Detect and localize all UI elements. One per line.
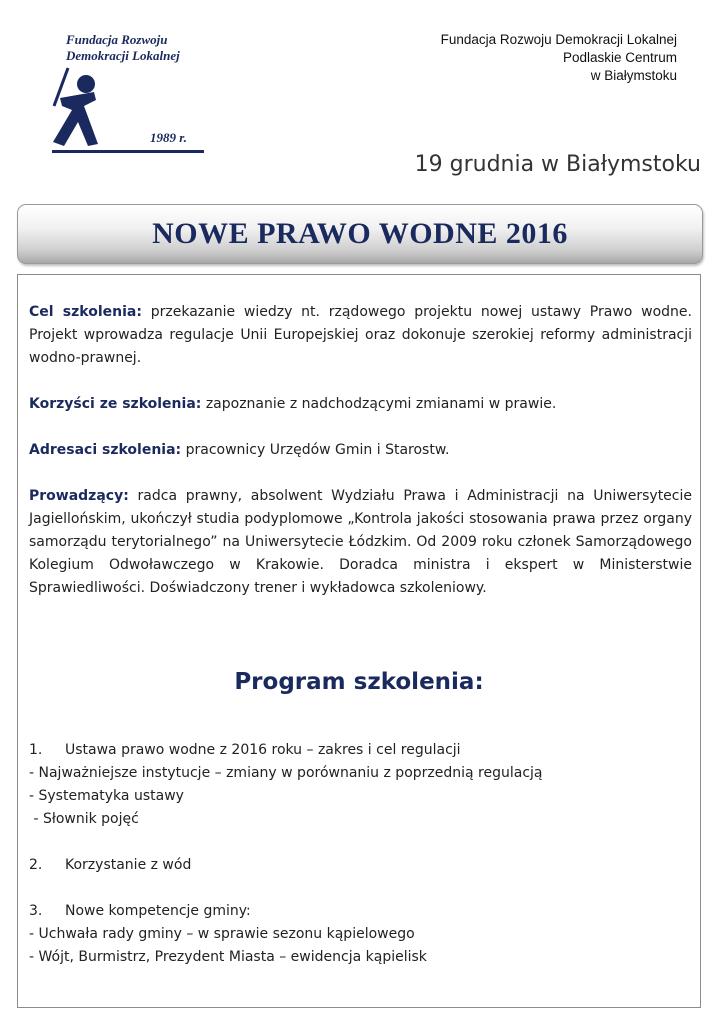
org-name: Fundacja Rozwoju Demokracji Lokalnej [440, 32, 677, 47]
section-text: przekazanie wiedzy nt. rządowego projektu nowej ustawy Prawo wodne. Projekt wprowadza regulacje Unii Europejskiej oraz dokonuje szerokiej reformy administracji wodno-prawnej. [29, 304, 692, 366]
logo-line-1: Fundacja Rozwoju [66, 32, 168, 47]
document-title: NOWE PRAWO WODNE 2016 [152, 217, 568, 250]
item-number: 1. [29, 742, 43, 758]
item-number: 2. [29, 857, 43, 873]
logo-year: 1989 r. [150, 130, 187, 145]
section-text: radca prawny, absolwent Wydziału Prawa i Administracji na Uniwersytecie Jagiellońskim, ukończył studia podyplomowe „Kontrola jakości stosowania prawa przez organy samorządu terytorialnego” na Uniwersytecie Łódzkim. Od 2009 roku członek Samorządowego Kolegium Odwoławczego w Krakowie. Doradca ministra i ekspert w Ministerstwie Sprawiedliwości. Doświadczony trener i wykładowca szkoleniowy. [29, 488, 692, 596]
logo-line-2: Demokracji Lokalnej [66, 48, 180, 63]
section-korzysci [29, 393, 692, 416]
content-frame [17, 274, 701, 1008]
program-subitem: - Słownik pojęć [29, 811, 139, 827]
item-number: 3. [29, 903, 43, 919]
item-title: Korzystanie z wód [65, 857, 192, 873]
logo-underline [52, 150, 204, 153]
org-branch: Podlaskie Centrum [562, 50, 677, 65]
section-label: Adresaci szkolenia: [29, 442, 182, 458]
section-label: Korzyści ze szkolenia: [29, 396, 202, 412]
section-text: pracownicy Urzędów Gmin i Starostw. [181, 442, 450, 458]
program-subitem: - Wójt, Burmistrz, Prezydent Miasta – ewidencja kąpielisk [29, 949, 427, 965]
program-subitem: - Najważniejsze instytucje – zmiany w porównaniu z poprzednią regulacją [29, 765, 543, 781]
section-prowadzacy [29, 485, 692, 600]
program-subitem: - Systematyka ustawy [29, 788, 184, 804]
foundation-logo [50, 30, 210, 155]
section-text: zapoznanie z nadchodzącymi zmianami w prawie. [201, 396, 557, 412]
stick-figure-icon [50, 60, 110, 150]
org-city: w Białymstoku [590, 68, 677, 83]
organization-address [441, 31, 677, 85]
program-item-1 [29, 739, 461, 762]
program-item-2 [29, 854, 191, 877]
event-date: 19 grudnia w Białymstoku [414, 152, 701, 177]
section-label: Prowadzący: [29, 488, 129, 504]
item-title: Ustawa prawo wodne z 2016 roku – zakres i cel regulacji [65, 742, 461, 758]
title-banner [17, 204, 703, 264]
program-item-3 [29, 900, 251, 923]
section-adresaci [29, 439, 692, 462]
item-title: Nowe kompetencje gminy: [65, 903, 251, 919]
program-subitem: - Uchwała rady gminy – w sprawie sezonu kąpielowego [29, 926, 415, 942]
section-cel [29, 301, 692, 370]
program-heading: Program szkolenia: [234, 669, 484, 695]
section-label: Cel szkolenia: [29, 304, 142, 320]
